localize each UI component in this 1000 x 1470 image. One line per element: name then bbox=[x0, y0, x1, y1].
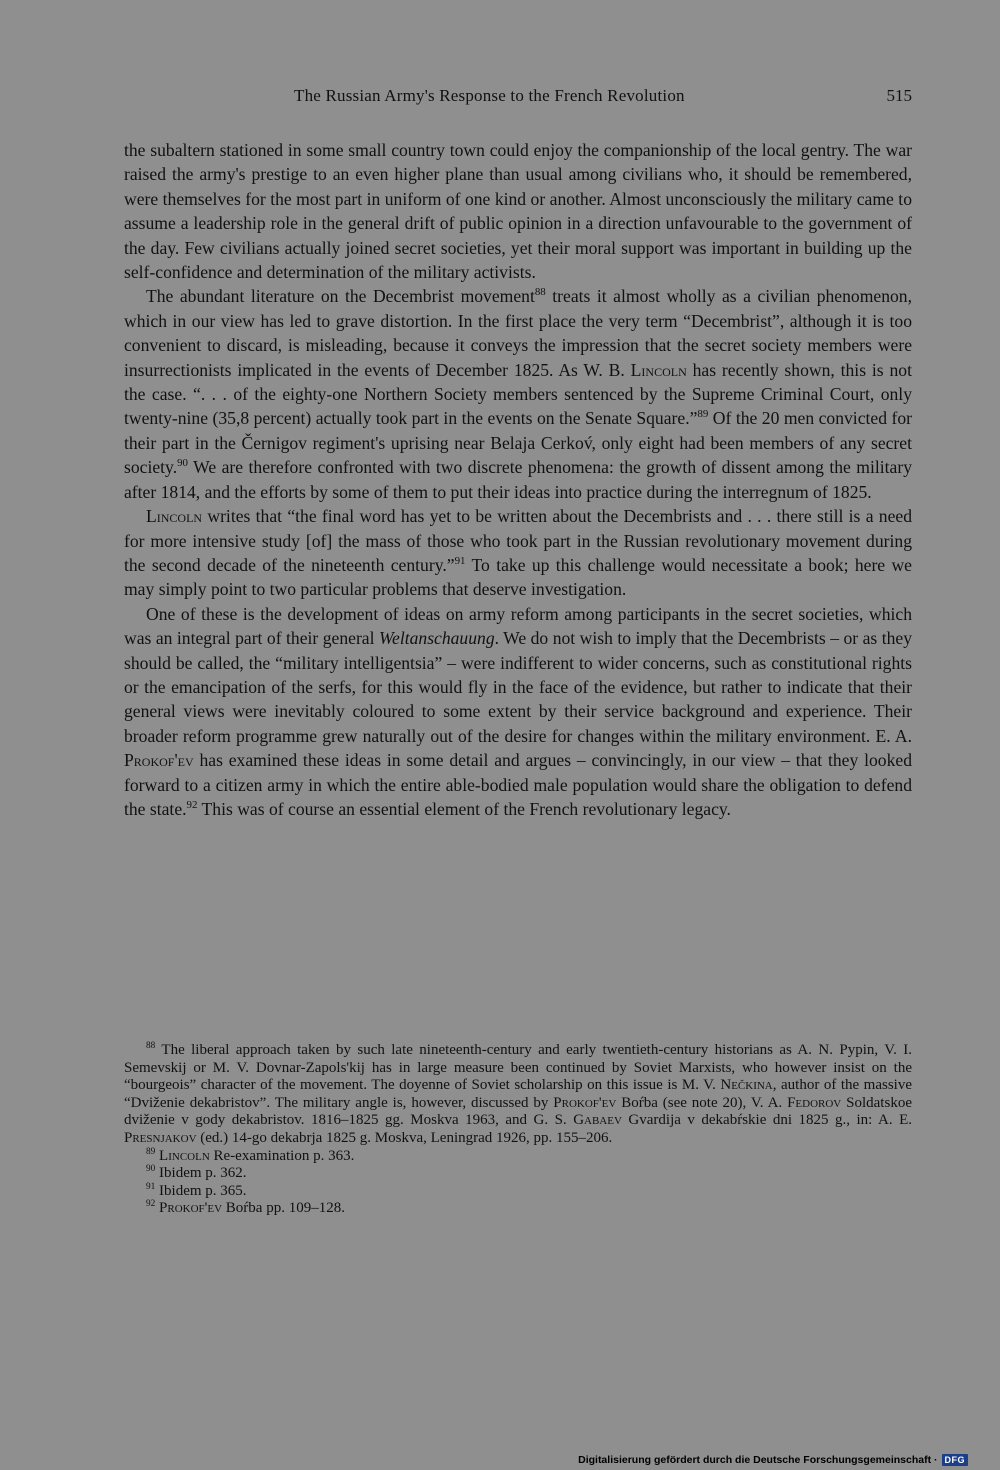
page-number: 515 bbox=[886, 86, 912, 105]
italic-term: Weltanschauung bbox=[378, 628, 495, 649]
footnote-ref-89: 89 bbox=[697, 408, 709, 421]
paragraph-4: One of these is the development of ideas on army reform among participants in the secret societies, which was an integral part of their general Weltanschauung. We do not wish to imply that the Decembrists – or as they should be called, the “military intelligentsia” – were indifferent to wider concerns, such as constitutional rights or the emancipation of the serfs, for this would fly in the face of the evidence, but rather to indicate that their general views were inevitably coloured to some extent by their service background and experience. Their broader reform programme grew naturally out of the desire for changes within the military environment. E. A. Prokof'ev has examined these ideas in some detail and argues – convincingly, in our view – that they looked forward to a citizen army in which the entire able-bodied male population would share the obligation to defend the state.$^{92}$ This was of course an essential element of the French revolutionary legacy. bbox=[124, 603, 912, 819]
footnote-88: $^{88}$ The liberal approach taken by such late nineteenth-century and early twentieth-century historians as A. N. Pypin, V. I. Semevskij or M. V. Dovnar-Zapols'kij has in large measure been continued by Soviet Marxists, who however insist on the “bourgeois” character of the movement. The doyenne of Soviet scholarship on this issue is M. V. Nečkina, author of the massive “Dviženie dekabristov”. The military angle is, however, discussed by Prokof'ev Boŕba (see note 20), V. A. Fedorov Soldatskoe dviženie v gody dekabristov. 1816–1825 gg. Moskva 1963, and G. S. Gabaev Gvardija v dekabŕskie dni 1825 g., in: A. E. Presnjakov (ed.) 14-go dekabrja 1825 g. Moskva, Leningrad 1926, pp. 155–206. bbox=[124, 1041, 913, 1146]
running-title: The Russian Army's Response to the French Revolution bbox=[294, 86, 685, 105]
paragraph-1: the subaltern stationed in some small country town could enjoy the companionship of the local gentry. The war raised the army's prestige to an even higher plane than usual among civilians who, it should be remembered, were themselves for the most part in uniform of one kind or another. Almost unconsciously the military came to assume a leadership role in the general drift of public opinion in a direction unfavourable to the government of the day. Few civilians actually joined secret societies, yet their moral support was important in building up the self-confidence and determination of the military activists. bbox=[124, 140, 912, 283]
dfg-logo: DFG bbox=[942, 1454, 969, 1466]
body-text bbox=[124, 138, 912, 821]
footnotes bbox=[124, 1042, 912, 1218]
author-name: Lincoln bbox=[630, 359, 687, 380]
credit-text: Digitalisierung gefördert durch die Deutsche Forschungsgemeinschaft · bbox=[578, 1454, 938, 1466]
footnote-ref-88: 88 bbox=[534, 286, 546, 299]
paragraph-3: Lincoln writes that “the final word has yet to be written about the Decembrists and . . . there still is a need for more intensive study [of] the mass of those who took part in the Russian revolutionary movement during the second decade of the nineteenth century.”$^{91}$ To take up this challenge would necessitate a book; here we may simply point to two particular problems that deserve investigation. bbox=[124, 506, 912, 600]
footnote-ref-90: 90 bbox=[177, 457, 188, 470]
footnote-ref-91: 91 bbox=[454, 555, 466, 568]
footnote-89: $^{89}$ Lincoln Re-examination p. 363. bbox=[146, 1146, 355, 1164]
page-header bbox=[124, 86, 912, 110]
footnote-91: $^{91}$ Ibidem p. 365. bbox=[146, 1181, 247, 1199]
footnote-92: $^{92}$ Prokof'ev Boŕba pp. 109–128. bbox=[146, 1199, 345, 1217]
footnote-ref-92: 92 bbox=[186, 799, 198, 812]
author-name: Lincoln bbox=[146, 506, 203, 527]
footnote-90: $^{90}$ Ibidem p. 362. bbox=[146, 1164, 247, 1182]
paragraph-2: The abundant literature on the Decembrist movement$^{88}$ treats it almost wholly as a civilian phenomenon, which in our view has led to grave distortion. In the first place the very term “Decembrist”, although it is too convenient to discard, is misleading, because it conveys the impression that the secret society members were insurrectionists implicated in the events of December 1825. As W. B. Lincoln has recently shown, this is not the case. “. . . of the eighty-one Northern Society members sentenced by the Supreme Criminal Court, only twenty-nine (35,8 percent) actually took part in the events on the Senate Square.”$^{89}$ Of the 20 men convicted for their part in the Černigov regiment's uprising near Belaja Cerkov́, only eight had been members of any secret society.$^{90}$ We are therefore confronted with two discrete phenomena: the growth of dissent among the military after 1814, and the efforts by some of them to put their ideas into practice during the interregnum of 1825. bbox=[124, 286, 912, 502]
author-name: Prokof'ev bbox=[124, 750, 194, 771]
digitization-credit bbox=[578, 1454, 968, 1466]
